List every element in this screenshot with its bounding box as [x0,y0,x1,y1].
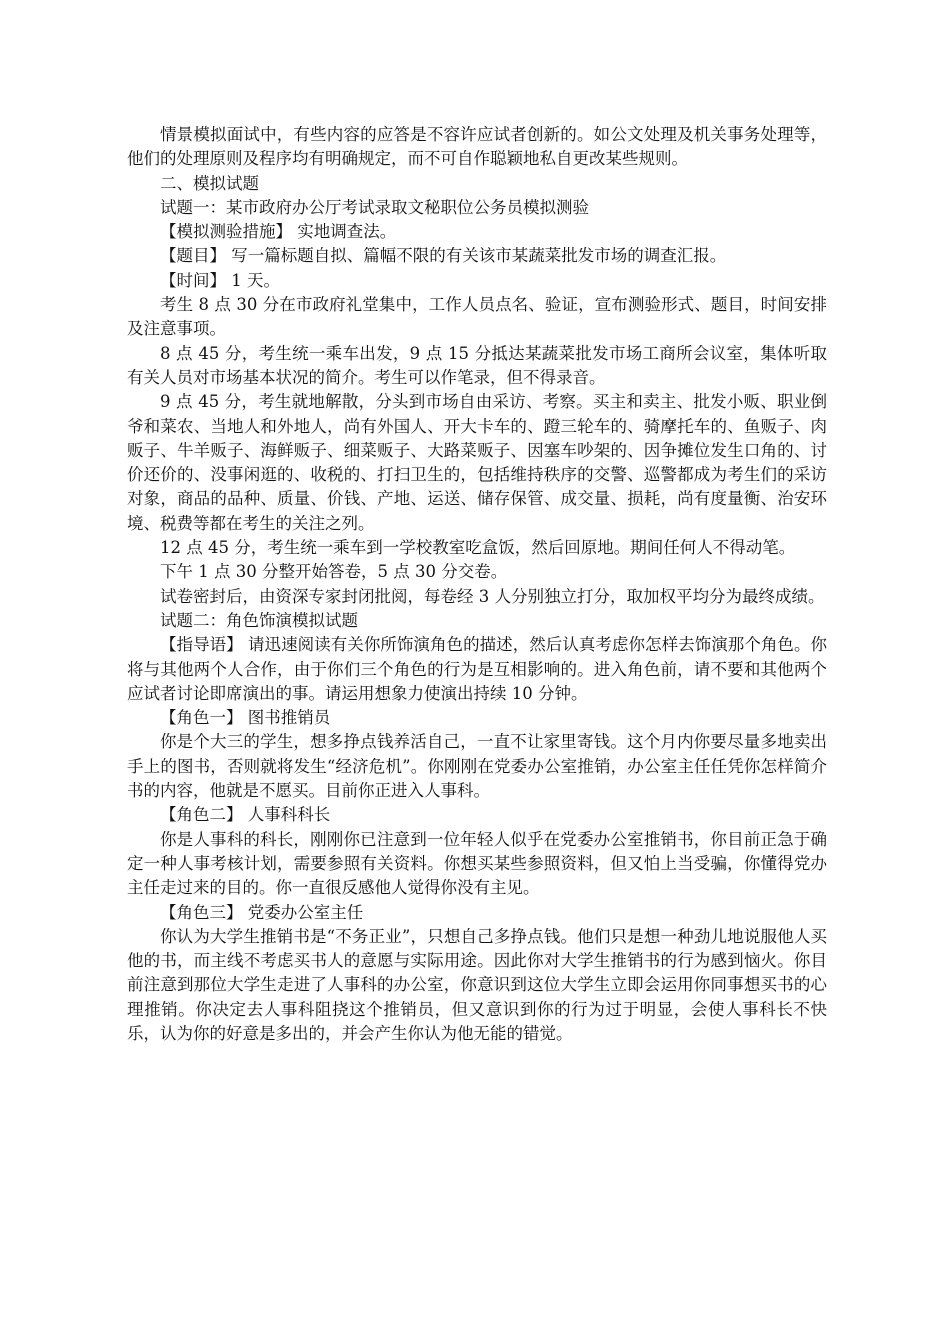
role-one-heading: 【角色一】 图书推销员 [160,708,331,728]
document-page [127,123,827,1046]
paragraph-lunch: 12 点 45 分，考生统一乘车到一学校教室吃盒饭，然后回原地。期间任何人不得动笔。 [160,538,796,558]
paragraph-answer-time: 下午 1 点 30 分整开始答卷，5 点 30 分交卷。 [160,562,508,582]
question-two-title: 试题二：角色饰演模拟试题 [160,610,358,630]
question-one-title: 试题一：某市政府办公厅考试录取文秘职位公务员模拟测验 [160,197,589,217]
role-three-description: 你认为大学生推销书是“不务正业”，只想自己多挣点钱。他们只是想一种劲儿地说服他人买他的书，而主线不考虑买书人的意愿与实际用途。因此你对大学生推销书的行为感到恼火。你目前注意到那位大学生走进了人事科的办公室，你意识到这位大学生立即会运用你同事想买书的心理推销。你决定去人事科阻挠这个推销员，但又意识到你的行为过于明显，会使人事科长不快乐，认为你的好意是多出的，并会产生你认为他无能的错觉。 [127,926,827,1043]
paragraph-departure: 8 点 45 分，考生统一乘车出发，9 点 15 分抵达某蔬菜批发市场工商所会议室，集体听取有关人员对市场基本状况的简介。考生可以作笔录，但不得录音。 [127,343,827,387]
role-one-description: 你是个大三的学生，想多挣点钱养活自己，一直不让家里寄钱。这个月内你要尽量多地卖出手上的图书，否则就将发生“经济危机”。你刚刚在党委办公室推销，办公室主任任凭你怎样简介书的内容，他就是不愿买。目前你正进入人事科。 [127,732,827,801]
section-heading-mock-questions: 二、模拟试题 [160,173,259,193]
question-one-topic: 【题目】 写一篇标题自拟、篇幅不限的有关该市某蔬菜批发市场的调查汇报。 [160,246,727,266]
paragraph-gathering: 考生 8 点 30 分在市政府礼堂集中，工作人员点名、验证，宣布测验形式、题目，时间安排及注意事项。 [127,295,827,339]
role-two-description: 你是人事科的科长，刚刚你已注意到一位年轻人似乎在党委办公室推销书，你目前正急于确定一种人事考核计划，需要参照有关资料。你想买某些参照资料，但又怕上当受骗，你懂得党办主任走过来的目的。你一直很反感他人觉得你没有主见。 [127,829,827,898]
question-one-time: 【时间】 1 天。 [160,270,280,290]
paragraph-grading: 试卷密封后，由资深专家封闭批阅，每卷经 3 人分别独立打分，取加权平均分为最终成绩。 [160,586,825,606]
role-three-heading: 【角色三】 党委办公室主任 [160,902,364,922]
paragraph-intro: 情景模拟面试中，有些内容的应答是不容许应试者创新的。如公文处理及机关事务处理等，他们的处理原则及程序均有明确规定，而不可自作聪颖地私自更改某些规则。 [127,125,827,169]
role-two-heading: 【角色二】 人事科科长 [160,805,331,825]
question-one-method: 【模拟测验措施】 实地调查法。 [160,222,397,242]
question-two-instructions: 【指导语】 请迅速阅读有关你所饰演角色的描述，然后认真考虑你怎样去饰演那个角色。你将与其他两个人合作，由于你们三个角色的行为是互相影响的。进入角色前，请不要和其他两个应试者讨论即席演出的事。请运用想象力使演出持续 10 分钟。 [127,635,827,703]
paragraph-field-survey: 9 点 45 分，考生就地解散，分头到市场自由采访、考察。买主和卖主、批发小贩、职业倒爷和菜农、当地人和外地人，尚有外国人、开大卡车的、蹬三轮车的、骑摩托车的、鱼贩子、肉贩子、牛羊贩子、海鲜贩子、细菜贩子、大路菜贩子、因塞车吵架的、因争摊位发生口角的、讨价还价的、没事闲逛的、收税的、打扫卫生的，包括维持秩序的交警、巡警都成为考生们的采访对象，商品的品种、质量、价钱、产地、运送、储存保管、成交量、损耗，尚有度量衡、治安环境、税费等都在考生的关注之列。 [127,392,827,533]
